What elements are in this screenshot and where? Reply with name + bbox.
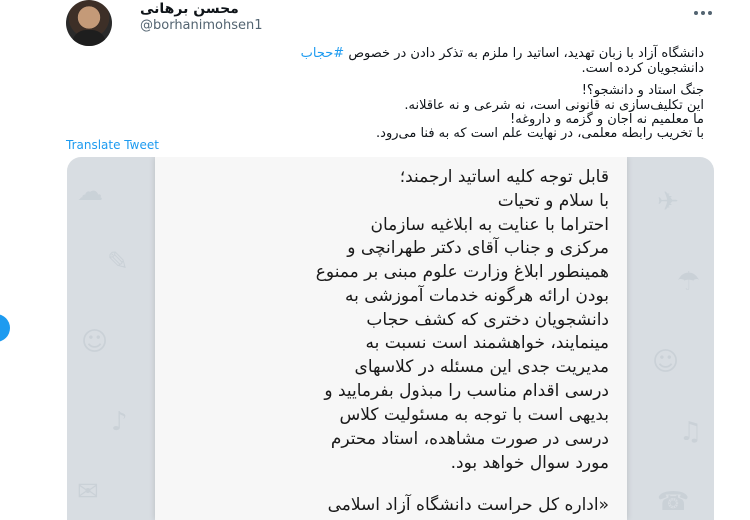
tweet-text-line-6: با تخریب رابطه معلمی، در نهایت علم است که به فنا می‌رود.	[376, 126, 704, 141]
display-name[interactable]: محسن برهانی	[140, 1, 239, 17]
letter-line: بدیهی است با توجه به مسئولیت کلاس	[339, 405, 609, 425]
letter-line: بودن ارائه هرگونه خدمات آموزشی به	[345, 286, 609, 306]
letter-line: همینطور ابلاغ وزارت علوم مبنی بر ممنوع	[315, 262, 609, 282]
translate-tweet-link[interactable]: Translate Tweet	[66, 138, 159, 152]
side-scroll-button[interactable]	[0, 314, 10, 342]
tweet-text-line-5: ما معلمیم نه اجان و گزمه و داروغه!	[509, 112, 704, 127]
letter-line: مدیریت جدی این مسئله در کلاسهای	[354, 357, 609, 377]
letter-line: دانشجویان دختری که کشف حجاب	[366, 310, 609, 330]
letter-line: قابل توجه کلیه اساتید ارجمند؛	[399, 167, 609, 187]
tweet-text-line-1	[64, 46, 704, 61]
letter-line: درسی اقدام مناسب را مبذول بفرمایید و	[324, 381, 609, 401]
hashtag-link[interactable]: #حجاب	[300, 46, 345, 61]
letter-line: درسی در صورت مشاهده، استاد محترم	[330, 429, 609, 449]
letter-paper	[155, 157, 627, 520]
username[interactable]: @borhanimohsen1	[140, 18, 263, 33]
tweet-text-line-2: دانشجویان کرده است.	[581, 61, 704, 76]
tweet-text-line-3: جنگ استاد و دانشجو؟!	[581, 83, 704, 98]
letter-line: «اداره کل حراست دانشگاه آزاد اسلامی	[327, 495, 609, 515]
letter-line: مینمایند، خواهشمند است نسبت به	[365, 333, 609, 353]
background-doodle-pattern: ☁ ✎ ☺ ♪ ✉ ✈ ☂ ☺ ♫ ☎	[77, 177, 703, 517]
tweet-media-image[interactable]	[67, 157, 714, 520]
letter-line: مرکزی و جناب آقای دکتر طهرانچی و	[347, 238, 609, 258]
avatar[interactable]	[66, 0, 112, 46]
letter-line: احتراما با عنایت به ابلاغیه سازمان	[370, 215, 609, 235]
letter-line: مورد سوال خواهد بود.	[450, 453, 609, 473]
tweet-text-line-4: این تکلیف‌سازی نه قانونی است، نه شرعی و نه عاقلانه.	[404, 98, 704, 113]
tweet-text-segment: دانشگاه آزاد با زبان تهدید، اساتید را ملزم به تذکر دادن در خصوص	[348, 46, 704, 61]
more-options-icon[interactable]	[694, 8, 714, 18]
letter-line: با سلام و تحیات	[497, 191, 609, 211]
